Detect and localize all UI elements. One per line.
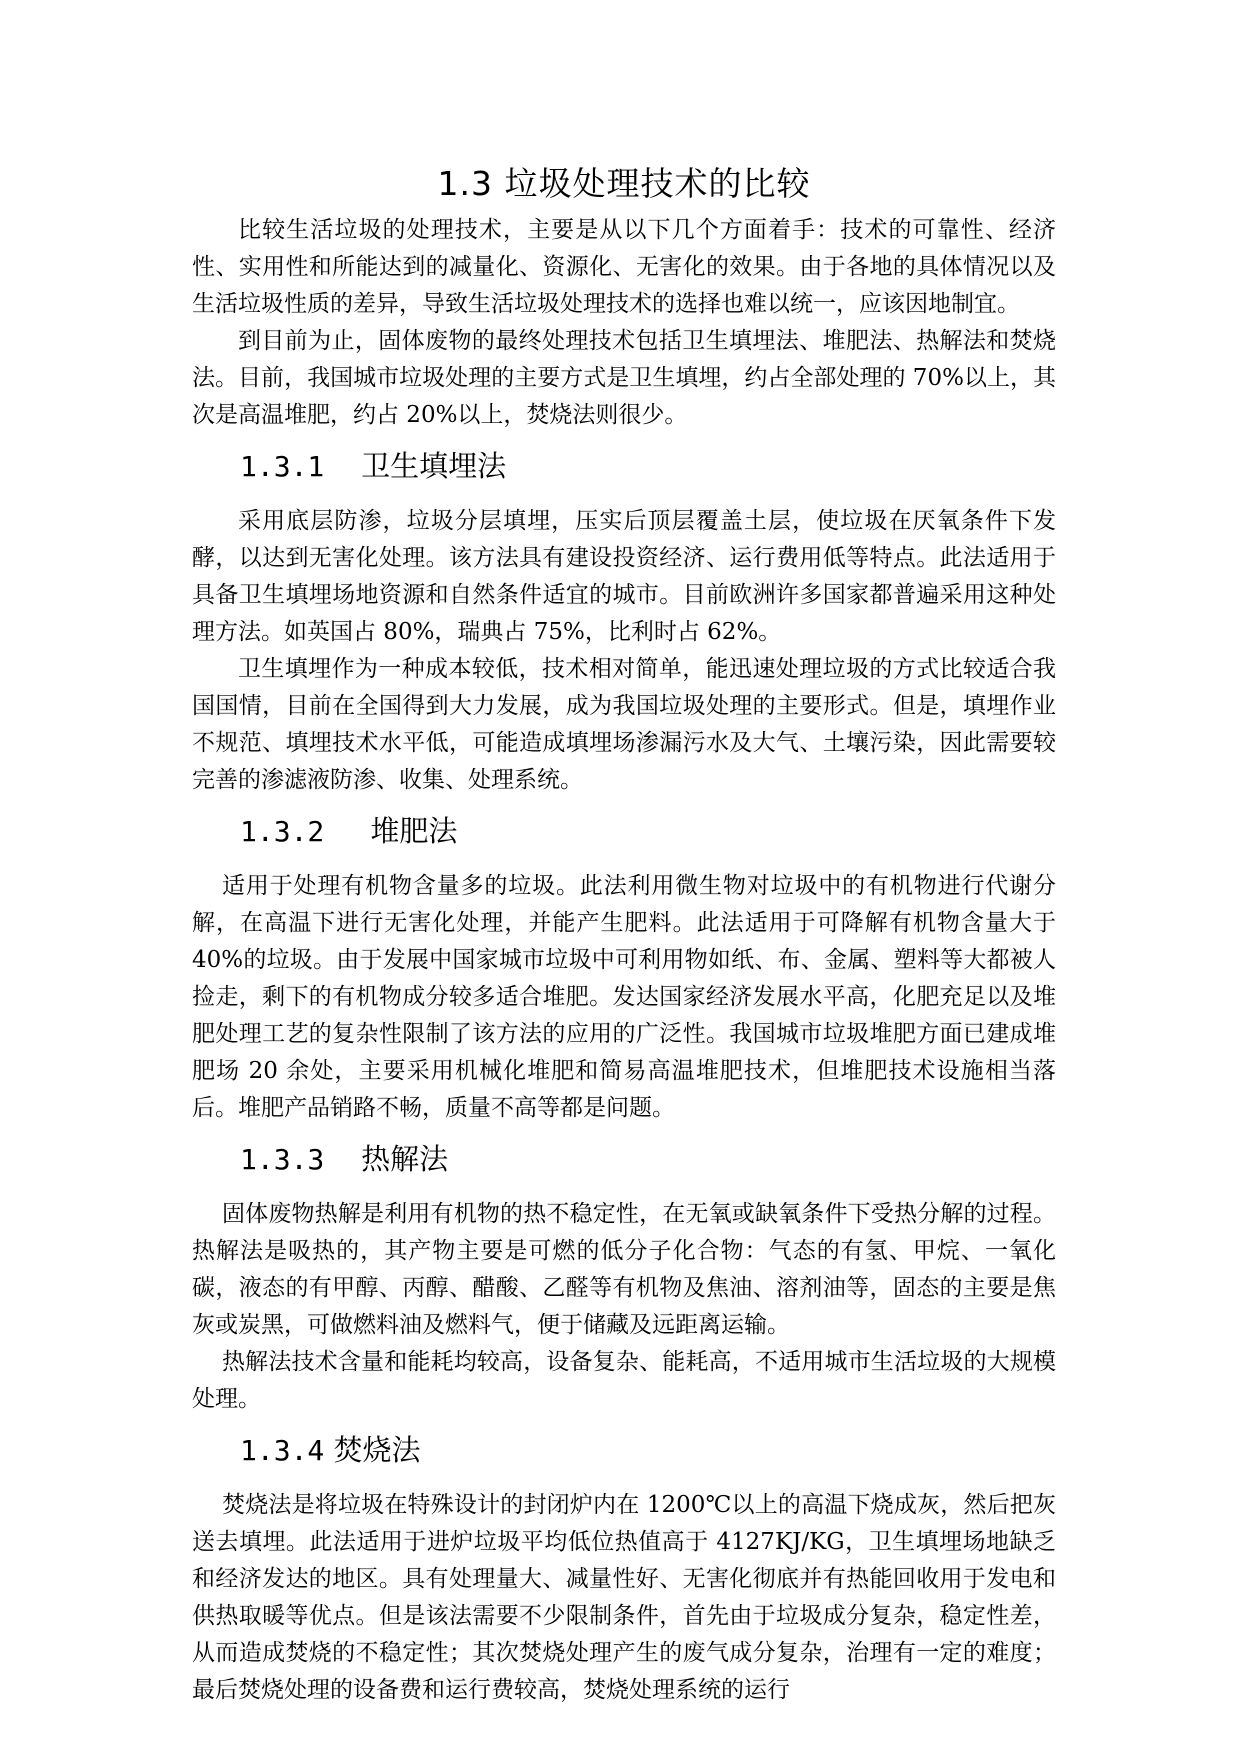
pyrolysis-paragraph-1: 固体废物热解是利用有机物的热不稳定性，在无氧或缺氧条件下受热分解的过程。热解法是吸热的，其产物主要是可燃的低分子化合物：气态的有氢、甲烷、一氧化碳，液态的有甲醇、丙醇、醋酸、乙醛等有机物及焦油、溶剂油等，固态的主要是焦灰或炭黑，可做燃料油及燃料气，便于储藏及远距离运输。: [192, 1201, 1056, 1338]
landfill-paragraph-1: 采用底层防渗，垃圾分层填埋，压实后顶层覆盖土层，使垃圾在厌氧条件下发酵，以达到无害化处理。该方法具有建设投资经济、运行费用低等特点。此法适用于具备卫生填埋场地资源和自然条件适宜的城市。目前欧洲许多国家都普遍采用这种处理方法。如英国占 80%，瑞典占 75%，比利时占 62%。: [192, 508, 1056, 645]
pyrolysis-paragraph-2: 热解法技术含量和能耗均较高，设备复杂、能耗高，不适用城市生活垃圾的大规模处理。: [192, 1349, 1056, 1412]
heading-1-3-2: [240, 811, 1056, 852]
heading-number: 1.3.1: [240, 450, 325, 483]
page-content: [192, 162, 1056, 1709]
heading-1-3-1: [240, 446, 1056, 487]
heading-number: 1.3.3: [240, 1143, 325, 1176]
compost-paragraph-1: 适用于处理有机物含量多的垃圾。此法利用微生物对垃圾中的有机物进行代谢分解，在高温下进行无害化处理，并能产生肥料。此法适用于可降解有机物含量大于 40%的垃圾。由于发展中国家城市垃圾中可利用物如纸、布、金属、塑料等大都被人捡走，剩下的有机物成分较多适合堆肥。发达国家经济发展水平高，化肥充足以及堆肥处理工艺的复杂性限制了该方法的应用的广泛性。我国城市垃圾堆肥方面已建成堆肥场 20 余处，主要采用机械化堆肥和简易高温堆肥技术，但堆肥技术设施相当落后。堆肥产品销路不畅，质量不高等都是问题。: [192, 873, 1056, 1121]
heading-1-3-3: [240, 1139, 1056, 1180]
incineration-paragraph-1: 焚烧法是将垃圾在特殊设计的封闭炉内在 1200℃以上的高温下烧成灰，然后把灰送去填埋。此法适用于进炉垃圾平均低位热值高于 4127KJ/KG，卫生填埋场地缺乏和经济发达的地区。具有处理量大、减量性好、无害化彻底并有热能回收用于发电和供热取暖等优点。但是该法需要不少限制条件，首先由于垃圾成分复杂，稳定性差，从而造成焚烧的不稳定性；其次焚烧处理产生的废气成分复杂，治理有一定的难度；最后焚烧处理的设备费和运行费较高，焚烧处理系统的运行: [192, 1492, 1056, 1703]
intro-paragraph-2: 到目前为止，固体废物的最终处理技术包括卫生填埋法、堆肥法、热解法和焚烧法。目前，我国城市垃圾处理的主要方式是卫生填埋，约占全部处理的 70%以上，其次是高温堆肥，约占 20%以上，焚烧法则很少。: [192, 328, 1056, 428]
heading-text: 堆肥法: [370, 814, 458, 848]
heading-text: 卫生填埋法: [361, 449, 507, 483]
section-title: 1.3 垃圾处理技术的比较: [437, 164, 811, 203]
heading-text: 热解法: [361, 1142, 449, 1176]
landfill-paragraph-2: 卫生填埋作为一种成本较低，技术相对简单，能迅速处理垃圾的方式比较适合我国国情，目前在全国得到大力发展，成为我国垃圾处理的主要形式。但是，填埋作业不规范、填埋技术水平低，可能造成填埋场渗漏污水及大气、土壤污染，因此需要较完善的渗滤液防渗、收集、处理系统。: [192, 656, 1056, 793]
heading-text: 焚烧法: [333, 1433, 421, 1467]
heading-number: 1.3.4: [240, 1434, 325, 1467]
heading-1-3-4: [240, 1430, 1056, 1471]
intro-paragraph-1: 比较生活垃圾的处理技术，主要是从以下几个方面着手：技术的可靠性、经济性、实用性和所能达到的减量化、资源化、无害化的效果。由于各地的具体情况以及生活垃圾性质的差异，导致生活垃圾处理技术的选择也难以统一，应该因地制宜。: [192, 217, 1056, 317]
heading-number: 1.3.2: [240, 815, 325, 848]
